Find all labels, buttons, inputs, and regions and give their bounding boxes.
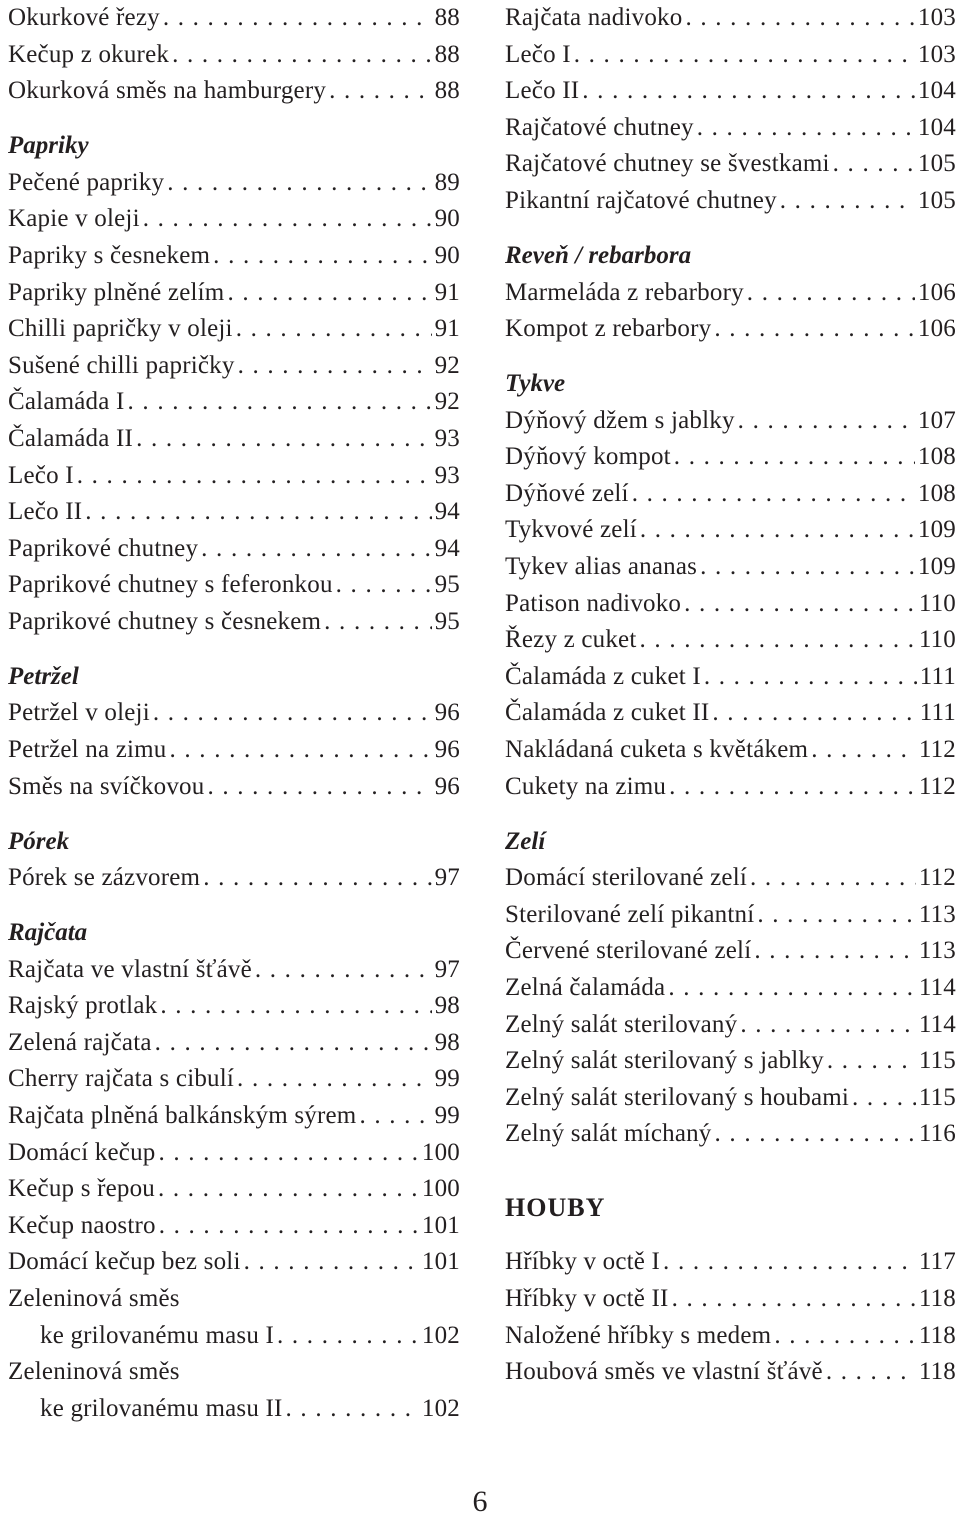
toc-entry-page: 115 (918, 1083, 956, 1111)
toc-entry-title: Lečo II (8, 498, 83, 526)
toc-entry-title: Kapie v oleji (8, 205, 140, 233)
toc-entry-page: 105 (917, 150, 956, 178)
toc-entry-page: 113 (918, 900, 956, 928)
toc-entry-page: 103 (917, 4, 956, 31)
toc-entry-page: 114 (918, 973, 956, 1001)
toc-entry[interactable] (8, 201, 460, 237)
dot-leader (852, 1080, 916, 1116)
toc-entry[interactable] (8, 1025, 460, 1061)
dot-leader (740, 1007, 916, 1043)
toc-entry-title: Pečené papriky (8, 168, 165, 196)
toc-entry-title: Paprikové chutney s česnekem (8, 607, 322, 635)
toc-entry[interactable] (505, 860, 956, 896)
toc-entry-page: 99 (434, 1102, 460, 1129)
dot-leader (674, 439, 915, 475)
dot-leader (85, 494, 431, 530)
toc-entry[interactable] (505, 1080, 956, 1116)
toc-entry-title: Dýňový džem s jablky (505, 406, 735, 434)
toc-entry-page: 111 (919, 699, 956, 727)
toc-entry[interactable] (505, 659, 956, 695)
dot-leader (163, 0, 432, 36)
toc-entry-page: 102 (421, 1394, 460, 1422)
toc-entry-title: Zelená rajčata (8, 1028, 152, 1056)
dot-leader (757, 897, 915, 933)
toc-entry-page: 97 (434, 955, 460, 983)
toc-entry[interactable] (8, 1061, 460, 1097)
dot-leader (632, 476, 915, 512)
toc-entry[interactable] (8, 732, 460, 768)
toc-entry[interactable] (505, 403, 956, 439)
toc-entry[interactable] (505, 73, 956, 109)
toc-entry-title: Sterilované zelí pikantní (505, 900, 755, 928)
dot-leader (238, 348, 432, 384)
dot-leader (738, 403, 915, 439)
dot-leader (170, 732, 432, 768)
dot-leader (747, 275, 915, 311)
toc-entry-page: 98 (434, 1028, 460, 1056)
dot-leader (136, 421, 432, 457)
dot-leader (704, 659, 917, 695)
toc-entry-title: Čalamáda z cuket I (505, 662, 701, 690)
dot-leader (160, 988, 431, 1024)
toc-entry[interactable] (8, 1244, 460, 1280)
toc-entry[interactable] (505, 0, 956, 36)
toc-entry[interactable] (8, 952, 460, 988)
toc-entry-title: Čalamáda z cuket II (505, 699, 710, 727)
toc-entry-page: 92 (434, 388, 460, 416)
dot-leader (714, 311, 915, 347)
dot-leader (700, 549, 915, 585)
dot-leader (203, 860, 431, 896)
toc-entry-page: 111 (919, 662, 956, 690)
dot-leader (158, 1135, 418, 1171)
dot-leader (201, 531, 431, 567)
toc-entry[interactable] (8, 1098, 460, 1134)
toc-entry[interactable] (8, 494, 460, 530)
toc-entry[interactable] (8, 311, 460, 347)
toc-entry-title: Zeleninová směs (8, 1285, 180, 1312)
toc-entry[interactable] (8, 1281, 460, 1317)
dot-leader (582, 73, 915, 109)
dot-leader (640, 512, 915, 548)
toc-entry[interactable] (505, 1281, 956, 1317)
dot-leader (668, 970, 915, 1006)
toc-entry[interactable] (505, 622, 956, 658)
toc-entry-title: Chilli papričky v oleji (8, 315, 233, 343)
toc-entry-page: 100 (421, 1138, 460, 1166)
toc-entry-title: Dýňové zelí (505, 479, 629, 507)
toc-entry-page: 96 (434, 736, 460, 763)
toc-entry-title: Zelný salát sterilovaný s jablky (505, 1047, 824, 1075)
toc-entry[interactable] (8, 384, 460, 420)
toc-section-heading: Tykve (505, 370, 566, 397)
toc-entry-title: Naložené hříbky s medem (505, 1321, 772, 1349)
toc-entry-title: Rajský protlak (8, 992, 158, 1020)
toc-entry-page: 96 (434, 772, 460, 800)
toc-entry[interactable] (8, 37, 460, 73)
dot-leader (128, 384, 432, 420)
toc-entry-title: Okurkové řezy (8, 4, 160, 31)
toc-entry-page: 118 (918, 1358, 956, 1386)
dot-leader (833, 146, 915, 182)
dot-leader (153, 695, 432, 731)
dot-leader (336, 567, 432, 603)
toc-entry-title: Okurková směs na hamburgery (8, 77, 327, 105)
toc-entry[interactable] (505, 146, 956, 182)
dot-leader (329, 73, 432, 109)
toc-entry[interactable] (505, 1354, 956, 1390)
dot-leader (324, 604, 431, 640)
toc-entry-page: 115 (918, 1047, 956, 1075)
toc-entry[interactable] (505, 110, 956, 146)
toc-entry[interactable] (8, 73, 460, 109)
toc-entry-page: 101 (421, 1211, 460, 1239)
toc-entry-page: 98 (434, 992, 460, 1020)
dot-leader (286, 1391, 419, 1427)
dot-leader (672, 1281, 916, 1317)
toc-entry-title: Červené sterilované zelí (505, 937, 752, 965)
toc-entry-page: 93 (434, 424, 460, 452)
dot-leader (669, 769, 916, 805)
toc-entry-title: Petržel v oleji (8, 699, 150, 727)
toc-entry[interactable] (505, 1043, 956, 1079)
toc-entry-page: 108 (917, 443, 956, 471)
dot-leader (213, 238, 431, 274)
toc-entry-title: Rajčatové chutney (505, 113, 694, 141)
toc-entry-page: 109 (917, 516, 956, 544)
dot-leader (684, 586, 916, 622)
toc-entry-title: Domácí sterilované zelí (505, 864, 748, 892)
toc-entry[interactable] (8, 0, 460, 36)
dot-leader (712, 695, 916, 731)
toc-entry[interactable] (505, 37, 956, 73)
toc-entry-page: 103 (917, 40, 956, 68)
toc-entry-title: Kečup z okurek (8, 40, 170, 68)
toc-entry-title: Kečup naostro (8, 1211, 156, 1239)
toc-entry-title: Papriky s česnekem (8, 241, 211, 269)
toc-entry-page: 106 (917, 278, 956, 306)
toc-entry-title: Rajčatové chutney se švestkami (505, 150, 830, 178)
toc-entry[interactable] (8, 604, 460, 640)
toc-entry-page: 112 (918, 772, 956, 800)
toc-entry-title: Houbová směs ve vlastní šťávě (505, 1358, 823, 1386)
toc-entry-page: 107 (917, 406, 956, 434)
toc-entry[interactable] (505, 512, 956, 548)
toc-entry[interactable] (8, 695, 460, 731)
toc-entry-title: Domácí kečup bez soli (8, 1248, 241, 1276)
toc-section-heading: Pórek (8, 827, 70, 855)
toc-entry[interactable] (8, 531, 460, 567)
toc-entry[interactable] (8, 421, 460, 457)
toc-entry[interactable] (505, 897, 956, 933)
toc-entry-title: Zeleninová směs (8, 1358, 180, 1386)
toc-entry-title: Zelný salát míchaný (505, 1120, 712, 1148)
toc-entry-page: 100 (421, 1175, 460, 1203)
toc-entry-page: 112 (918, 736, 956, 763)
toc-entry-page: 106 (917, 315, 956, 343)
toc-entry-title: Lečo I (8, 461, 74, 489)
toc-entry-page: 109 (917, 553, 956, 580)
toc-entry-title: Rajčata nadivoko (505, 4, 683, 31)
toc-entry-title: Tykvové zelí (505, 516, 637, 544)
dot-leader (143, 201, 432, 237)
toc-entry-page: 95 (434, 571, 460, 599)
toc-entry-title: Rajčata plněná balkánským sýrem (8, 1102, 357, 1129)
toc-entry-title: ke grilovanému masu I (40, 1321, 274, 1349)
toc-entry-title: Petržel na zimu (8, 736, 167, 763)
toc-entry-title: Čalamáda I (8, 388, 125, 416)
toc-entry-page: 112 (918, 864, 956, 892)
toc-section-heading: Papriky (8, 132, 89, 160)
dot-leader (774, 1318, 915, 1354)
dot-leader (167, 165, 431, 201)
toc-entry-page: 114 (918, 1010, 956, 1038)
toc-entry-page: 118 (918, 1285, 956, 1312)
toc-entry-page: 116 (918, 1120, 956, 1148)
toc-chapter-heading: HOUBY (505, 1192, 606, 1222)
dot-leader (155, 1025, 432, 1061)
dot-leader (158, 1171, 419, 1207)
toc-section-heading: Rajčata (8, 919, 88, 946)
toc-entry-page: 88 (434, 40, 460, 68)
toc-entry-page: 89 (434, 168, 460, 196)
toc-entry[interactable] (8, 1171, 460, 1207)
toc-entry[interactable] (8, 275, 460, 311)
toc-entry-title: ke grilovanému masu II (40, 1394, 283, 1422)
toc-entry[interactable] (8, 1391, 460, 1427)
toc-entry-title: Tykev alias ananas (505, 553, 698, 580)
dot-leader (574, 37, 915, 73)
toc-entry-title: Řezy z cuket (505, 626, 637, 654)
toc-entry-page: 96 (434, 699, 460, 727)
dot-leader (207, 769, 431, 805)
toc-entry-page: 88 (434, 4, 460, 31)
toc-entry-page: 113 (918, 937, 956, 965)
toc-entry-page: 101 (421, 1248, 460, 1276)
toc-entry[interactable] (8, 165, 460, 201)
toc-entry[interactable] (505, 695, 956, 731)
dot-leader (663, 1244, 916, 1280)
toc-entry-title: Hříbky v octě II (505, 1285, 669, 1312)
dot-leader (640, 622, 916, 658)
toc-entry[interactable] (505, 183, 956, 219)
dot-leader (750, 860, 916, 896)
toc-entry-page: 90 (434, 241, 460, 269)
toc-entry[interactable] (505, 476, 956, 512)
toc-section-heading: Reveň / rebarbora (505, 241, 692, 269)
toc-entry-page: 104 (917, 113, 956, 141)
toc-entry-title: Pórek se zázvorem (8, 864, 201, 892)
dot-leader (236, 311, 432, 347)
toc-entry[interactable] (8, 769, 460, 805)
toc-entry[interactable] (8, 348, 460, 384)
toc-entry[interactable] (8, 860, 460, 896)
toc-entry-title: Patison nadivoko (505, 589, 682, 617)
toc-entry[interactable] (8, 1354, 460, 1390)
toc-entry-page: 105 (917, 187, 956, 214)
toc-entry[interactable] (505, 311, 956, 347)
toc-entry-title: Zelný salát sterilovaný s houbami (505, 1083, 850, 1111)
toc-entry[interactable] (8, 988, 460, 1024)
toc-entry-title: Paprikové chutney s feferonkou (8, 571, 333, 599)
toc-entry-title: Lečo I (505, 40, 571, 68)
toc-entry[interactable] (505, 933, 956, 969)
toc-entry-title: Nakládaná cuketa s květákem (505, 736, 809, 763)
dot-leader (826, 1354, 916, 1390)
toc-entry-title: Marmeláda z rebarbory (505, 278, 744, 306)
toc-entry-title: Kečup s řepou (8, 1175, 155, 1203)
toc-entry-title: Rajčata ve vlastní šťávě (8, 955, 252, 983)
toc-entry-title: Cukety na zimu (505, 772, 667, 800)
toc-entry[interactable] (505, 439, 956, 475)
toc-entry-page: 97 (434, 864, 460, 892)
dot-leader (172, 37, 432, 73)
toc-entry[interactable] (505, 769, 956, 805)
dot-leader (277, 1318, 419, 1354)
toc-entry-title: Hříbky v octě I (505, 1248, 661, 1276)
toc-entry-page: 94 (434, 498, 460, 526)
dot-leader (255, 952, 432, 988)
dot-leader (715, 1116, 916, 1152)
toc-entry-title: Cherry rajčata s cibulí (8, 1065, 235, 1093)
toc-entry-page: 102 (421, 1321, 460, 1349)
dot-leader (227, 275, 431, 311)
toc-entry[interactable] (505, 549, 956, 585)
dot-leader (77, 458, 432, 494)
toc-entry-page: 118 (918, 1321, 956, 1349)
toc-entry-page: 95 (434, 607, 460, 635)
toc-entry[interactable] (8, 567, 460, 603)
dot-leader (827, 1043, 916, 1079)
dot-leader (244, 1244, 419, 1280)
toc-entry[interactable] (505, 1244, 956, 1280)
dot-leader (697, 110, 915, 146)
dot-leader (237, 1061, 432, 1097)
toc-entry-page: 91 (434, 315, 460, 343)
toc-entry-page: 91 (434, 278, 460, 306)
toc-entry-title: Pikantní rajčatové chutney (505, 187, 777, 214)
toc-entry[interactable] (8, 458, 460, 494)
toc-entry[interactable] (505, 1318, 956, 1354)
toc-entry[interactable] (505, 1116, 956, 1152)
toc-entry[interactable] (8, 1208, 460, 1244)
toc-entry-page: 94 (434, 534, 460, 562)
toc-entry-title: Kompot z rebarbory (505, 315, 712, 343)
toc-entry[interactable] (8, 238, 460, 274)
toc-entry-title: Sušené chilli papričky (8, 351, 235, 379)
toc-entry-title: Čalamáda II (8, 424, 134, 452)
toc-entry-title: Paprikové chutney (8, 534, 199, 562)
toc-entry-page: 110 (918, 589, 956, 617)
dot-leader (780, 183, 915, 219)
toc-entry-page: 99 (434, 1065, 460, 1093)
toc-entry-page: 90 (434, 205, 460, 233)
toc-entry-page: 93 (434, 461, 460, 489)
toc-section-heading: Petržel (8, 662, 79, 690)
toc-entry-title: Papriky plněné zelím (8, 278, 225, 306)
dot-leader (811, 732, 916, 768)
toc-entry-page: 117 (918, 1248, 956, 1276)
toc-entry[interactable] (505, 732, 956, 768)
dot-leader (159, 1208, 419, 1244)
toc-entry-page: 88 (434, 77, 460, 105)
dot-leader (754, 933, 915, 969)
toc-entry-page: 108 (917, 479, 956, 507)
page-number: 6 (472, 1485, 488, 1518)
toc-entry[interactable] (505, 586, 956, 622)
toc-entry[interactable] (8, 1135, 460, 1171)
toc-entry-title: Dýňový kompot (505, 443, 671, 471)
toc-entry-title: Směs na svíčkovou (8, 772, 205, 800)
toc-entry-page: 92 (434, 351, 460, 379)
toc-entry[interactable] (8, 1318, 460, 1354)
toc-entry-title: Domácí kečup (8, 1138, 156, 1166)
toc-entry[interactable] (505, 1007, 956, 1043)
toc-entry-page: 104 (917, 77, 956, 105)
toc-entry-title: Zelná čalamáda (505, 973, 666, 1001)
dot-leader (685, 0, 914, 36)
toc-entry-title: Zelný salát sterilovaný (505, 1010, 738, 1038)
toc-section-heading: Zelí (505, 827, 546, 855)
toc-entry-page: 110 (918, 626, 956, 654)
toc-entry-title: Lečo II (505, 77, 580, 105)
dot-leader (359, 1098, 431, 1134)
toc-entry[interactable] (505, 275, 956, 311)
toc-entry[interactable] (505, 970, 956, 1006)
